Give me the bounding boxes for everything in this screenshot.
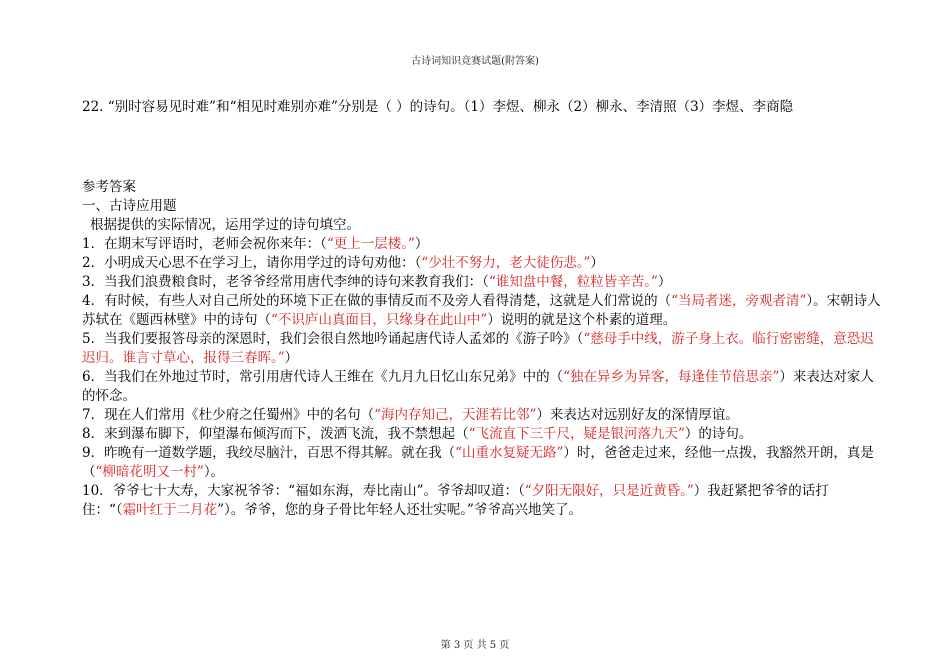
answer-item-4: 4．有时候，有些人对自己所处的环境下正在做的事情反而不及旁人看得清楚，这就是人们常说的（“当局者迷，旁观者清”）。宋朝诗人苏轼在《题西林壁》中的诗句（“不识庐山真面目，只缘身在此山中”）说明的就是这个朴素的道理。: [82, 293, 881, 328]
question-22: 22. “别时容易见时难”和“相见时难别亦难”分别是（ ）的诗句。（1）李煜、柳永（2）柳永、李清照（3）李煜、李商隐: [82, 99, 794, 115]
page-header: 古诗词知识竞赛试题(附答案): [411, 56, 539, 67]
page-footer: 第 3 页 共 5 页: [440, 640, 510, 651]
answer-item-8: 8．来到瀑布脚下，仰望瀑布倾泻而下，泼洒飞流，我不禁想起（“飞流直下三千尺，疑是银河落九天”）的诗句。: [82, 426, 753, 442]
answer-item-10: 10．爷爷七十大寿，大家祝爷爷：“福如东海，寿比南山”。爷爷却叹道：（“夕阳无限好，只是近黄昏。”）我赶紧把爷爷的话打住：“（霜叶红于二月花”）。爷爷，您的身子骨比年轻人还壮实呢。”爷爷高兴地笑了。: [82, 483, 829, 518]
answer-item-6: 6．当我们在外地过节时，常引用唐代诗人王维在《九月九日忆山东兄弟》中的（“独在异乡为异客，每逢佳节倍思亲”）来表达对家人的怀念。: [82, 369, 874, 404]
answer-item-3: 3．当我们浪费粮食时，老爷爷经常用唐代李绅的诗句来教育我们：（“谁知盘中餐，粒粒皆辛苦。”）: [82, 274, 672, 290]
answer-item-5: 5．当我们要报答母亲的深恩时，我们会很自然地吟诵起唐代诗人孟郊的《游子吟》（“慈母手中线，游子身上衣。临行密密缝，意恐迟迟归。谁言寸草心，报得三春晖。”）: [82, 331, 874, 366]
answers-heading: 参考答案: [82, 179, 136, 195]
answer-item-9: 9．昨晚有一道数学题，我绞尽脑汁，百思不得其解。就在我（“山重水复疑无路”）时，爸爸走过来，经他一点拨，我豁然开朗，真是（“柳暗花明又一村”）。: [82, 445, 874, 480]
answer-item-1: 1．在期末写评语时，老师会祝你来年：（“更上一层楼。”）: [82, 236, 429, 252]
answer-item-2: 2．小明成天心思不在学习上，请你用学过的诗句劝他：（“少壮不努力，老大徒伤悲。”）: [82, 255, 604, 271]
answer-item-7: 7．现在人们常用《杜少府之任蜀州》中的名句（“海内存知己，天涯若比邻”）来表达对远别好友的深情厚谊。: [82, 407, 739, 423]
section-intro: 根据提供的实际情况，运用学过的诗句填空。: [90, 217, 360, 233]
answer-section: [82, 178, 882, 520]
section-title: 一、古诗应用题: [82, 198, 177, 214]
